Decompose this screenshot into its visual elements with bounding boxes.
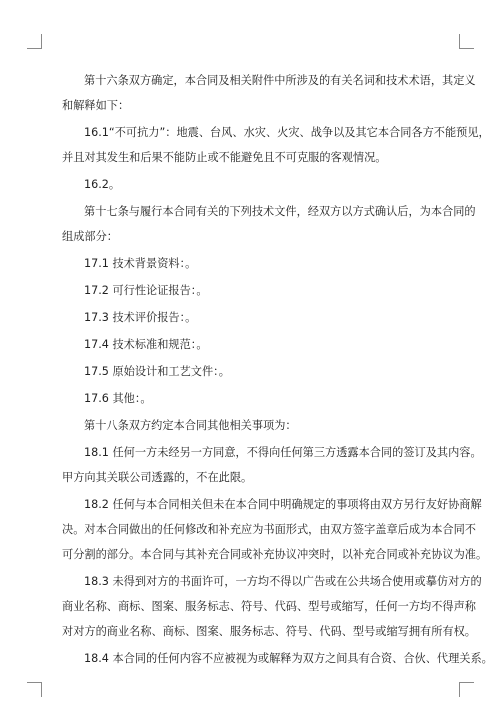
text-line: 商业名称、商标、图案、服务标志、符号、代码、型号或缩写，任何一方均不得声称 — [62, 600, 476, 613]
paragraph-17-5 — [62, 359, 454, 384]
text-line: 18.2 任何与本合同相关但未在本合同中明确规定的事项将由双方另行友好协商解 — [84, 498, 482, 511]
text-line: 第十六条双方确定，本合同及相关附件中所涉及的有关名词和技术术语，其定义 — [84, 74, 476, 87]
paragraph-article-17 — [62, 199, 476, 249]
text-line: 16.1“不可抗力”：地震、台风、水灾、火灾、战争以及其它本合同各方不能预见， — [84, 126, 490, 139]
paragraph-16-2 — [62, 172, 454, 197]
crop-mark-bottom-left — [27, 682, 42, 697]
text-line: 17.3 技术评价报告：。 — [84, 311, 197, 324]
paragraph-17-1 — [62, 251, 454, 276]
text-line: 甲方向其关联公司透露的，不在此限。 — [62, 471, 253, 484]
text-line: 17.5 原始设计和工艺文件：。 — [84, 365, 230, 378]
crop-mark-top-left — [27, 34, 42, 49]
paragraph-article-16 — [62, 68, 476, 118]
paragraph-16-1 — [62, 120, 490, 170]
text-line: 对对方的商业名称、商标、图案、服务标志、符号、代码、型号或缩写拥有所有权。 — [62, 625, 476, 638]
text-line: 17.4 技术标准和规范：。 — [84, 338, 208, 351]
text-line: 第十七条与履行本合同有关的下列技术文件，经双方以方式确认后，为本合同的 — [84, 205, 476, 218]
text-line: 17.6 其他：。 — [84, 392, 152, 405]
crop-mark-bottom-right — [459, 682, 474, 697]
crop-mark-top-right — [459, 34, 474, 49]
text-line: 17.2 可行性论证报告：。 — [84, 284, 208, 297]
document-body — [62, 68, 493, 673]
paragraph-17-6 — [62, 386, 454, 411]
text-line: 可分割的部分。本合同与其补充合同或补充协议冲突时，以补充合同或补充协议为准。 — [62, 548, 488, 561]
text-line: 并且对其发生和后果不能防止或不能避免且不可克服的客观情况。 — [62, 151, 387, 164]
text-line: 17.1 技术背景资料：。 — [84, 257, 197, 270]
text-line: 18.3 未得到对方的书面许可，一方均不得以广告或在公共场合使用或摹仿对方的 — [84, 575, 482, 588]
paragraph-18-3 — [62, 569, 482, 644]
text-line: 第十八条双方约定本合同其他相关事项为： — [84, 419, 297, 432]
text-line: 16.2。 — [84, 178, 121, 191]
paragraph-article-18 — [62, 413, 454, 438]
text-line: 组成部分： — [62, 230, 118, 243]
paragraph-17-3 — [62, 305, 454, 330]
text-line: 18.1 任何一方未经另一方同意，不得向任何第三方透露本合同的签订及其内容。 — [84, 446, 482, 459]
paragraph-18-2 — [62, 492, 488, 567]
paragraph-18-1 — [62, 440, 482, 490]
paragraph-17-2 — [62, 278, 454, 303]
text-line: 18.4 本合同的任何内容不应被视为或解释为双方之间具有合资、合伙、代理关系。 — [84, 652, 493, 665]
text-line: 和解释如下： — [62, 99, 130, 112]
paragraph-18-4 — [62, 646, 493, 671]
paragraph-17-4 — [62, 332, 454, 357]
text-line: 决。对本合同做出的任何修改和补充应为书面形式，由双方签字盖章后成为本合同不 — [62, 523, 476, 536]
